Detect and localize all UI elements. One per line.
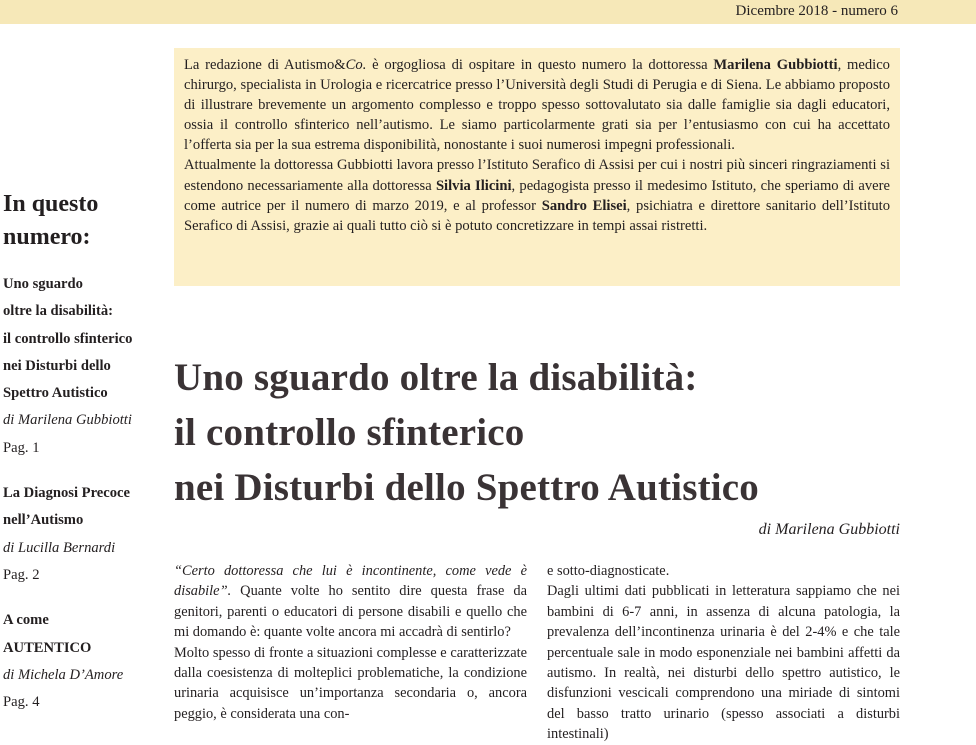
toc-item-author: di Michela D’Amore xyxy=(3,666,124,683)
sidebar-heading: In questo numero: xyxy=(3,191,99,250)
toc-item-title[interactable]: Uno sguardo oltre la disabilità: il controllo sfinterico nei Disturbi dello Spettro Autistico xyxy=(3,276,133,402)
author-name: Marilena Gubbiotti xyxy=(713,57,838,73)
article-paragraph: Dagli ultimi dati pubblicati in letteratura sappiamo che nei bambini di 6-7 anni, in assenza di alcuna patologia, la prevalenza dell’incontinenza urinaria è del 2-4% e che tale percentuale sale in modo esponenziale nei bambini affetti da autismo. In realtà, nei disturbi dello spettro autistico, le disfunzioni vescicali comprendono una miriade di sintomi del basso tratto urinario (spesso associati a disturbi intestinali) xyxy=(547,583,900,743)
toc-item-author: di Lucilla Bernardi xyxy=(3,539,116,556)
editorial-box xyxy=(174,48,900,286)
sidebar-contents xyxy=(3,188,163,734)
article-title: Uno sguardo oltre la disabilità: il controllo sfinterico nei Disturbi dello Spettro Autistico xyxy=(174,356,760,509)
toc-item-page: Pag. 4 xyxy=(3,694,40,711)
toc-item[interactable] xyxy=(3,480,163,589)
header-bar xyxy=(0,0,976,24)
toc-item-title[interactable]: La Diagnosi Precoce nell’Autismo xyxy=(3,485,130,529)
opening-quote: “Certo dottoressa che lui è incontinente, come vede è disabile”. xyxy=(174,563,527,600)
pedagogist-name: Silvia Ilicini xyxy=(435,177,512,194)
toc-item-author: di Marilena Gubbiotti xyxy=(3,412,132,429)
issue-label: Dicembre 2018 - numero 6 xyxy=(735,3,898,19)
professor-name: Sandro Elisei xyxy=(541,197,627,214)
editorial-paragraph-2: Attualmente la dottoressa Gubbiotti lavora presso l’Istituto Serafico di Assisi per cui i nostri più sinceri ringraziamenti si estendono necessariamente alla dottoressa Silvia Ilicini, pedagogista presso il medesimo Istituto, che speriamo di avere come autrice per il numero di marzo 2019, e al professor Sandro Elisei, psichiatra e direttore sanitario dell’Istituto Serafico di Assisi, grazie ai quali tutto ciò si è potuto concretizzare in tempi assai ristretti. xyxy=(184,157,890,234)
toc-item-page: Pag. 1 xyxy=(3,439,40,456)
editorial-paragraph-1: La redazione di Autismo&Co. è orgogliosa di ospitare in questo numero la dottoressa Marilena Gubbiotti, medico chirurgo, specialista in Urologia e ricercatrice presso l’Università degli Studi di Perugia e di Siena. Le abbiamo proposto di illustrare brevemente un argomento complesso e troppo spesso sottovalutato sia dalle famiglie sia dagli educatori, ossia il controllo sfinterico nell’autismo. Le siamo particolarmente grati sia per l’entusiasmo con cui ha accettato l’offerta sia per la sua estrema disponibilità, nonostante i suoi numerosi impegni professionali. xyxy=(184,57,890,154)
article-paragraph: Molto spesso di fronte a situazioni complesse e caratterizzate dalla coesistenza di molteplici problematiche, la condizione urinaria acquisisce un’importanza secondaria o, ancora peggio, è considerata una con- xyxy=(174,644,527,722)
article-byline: di Marilena Gubbiotti xyxy=(758,521,900,538)
toc-item[interactable] xyxy=(3,271,163,462)
toc-list xyxy=(3,271,163,716)
article-paragraph: e sotto-diagnosticate. xyxy=(547,563,670,579)
toc-item-title[interactable]: A come AUTENTICO xyxy=(3,612,92,656)
toc-item[interactable] xyxy=(3,607,163,716)
article-column-2 xyxy=(547,561,900,745)
article-column-1 xyxy=(174,561,527,724)
article-paragraph: “Certo dottoressa che lui è incontinente, come vede è disabile”. Quante volte ho sentito dire questa frase da genitori, parenti o educatori di persone disabili e quello che mi domando è: quante volte ancora mi accadrà di sentirlo? xyxy=(174,563,527,641)
toc-item-page: Pag. 2 xyxy=(3,566,40,583)
